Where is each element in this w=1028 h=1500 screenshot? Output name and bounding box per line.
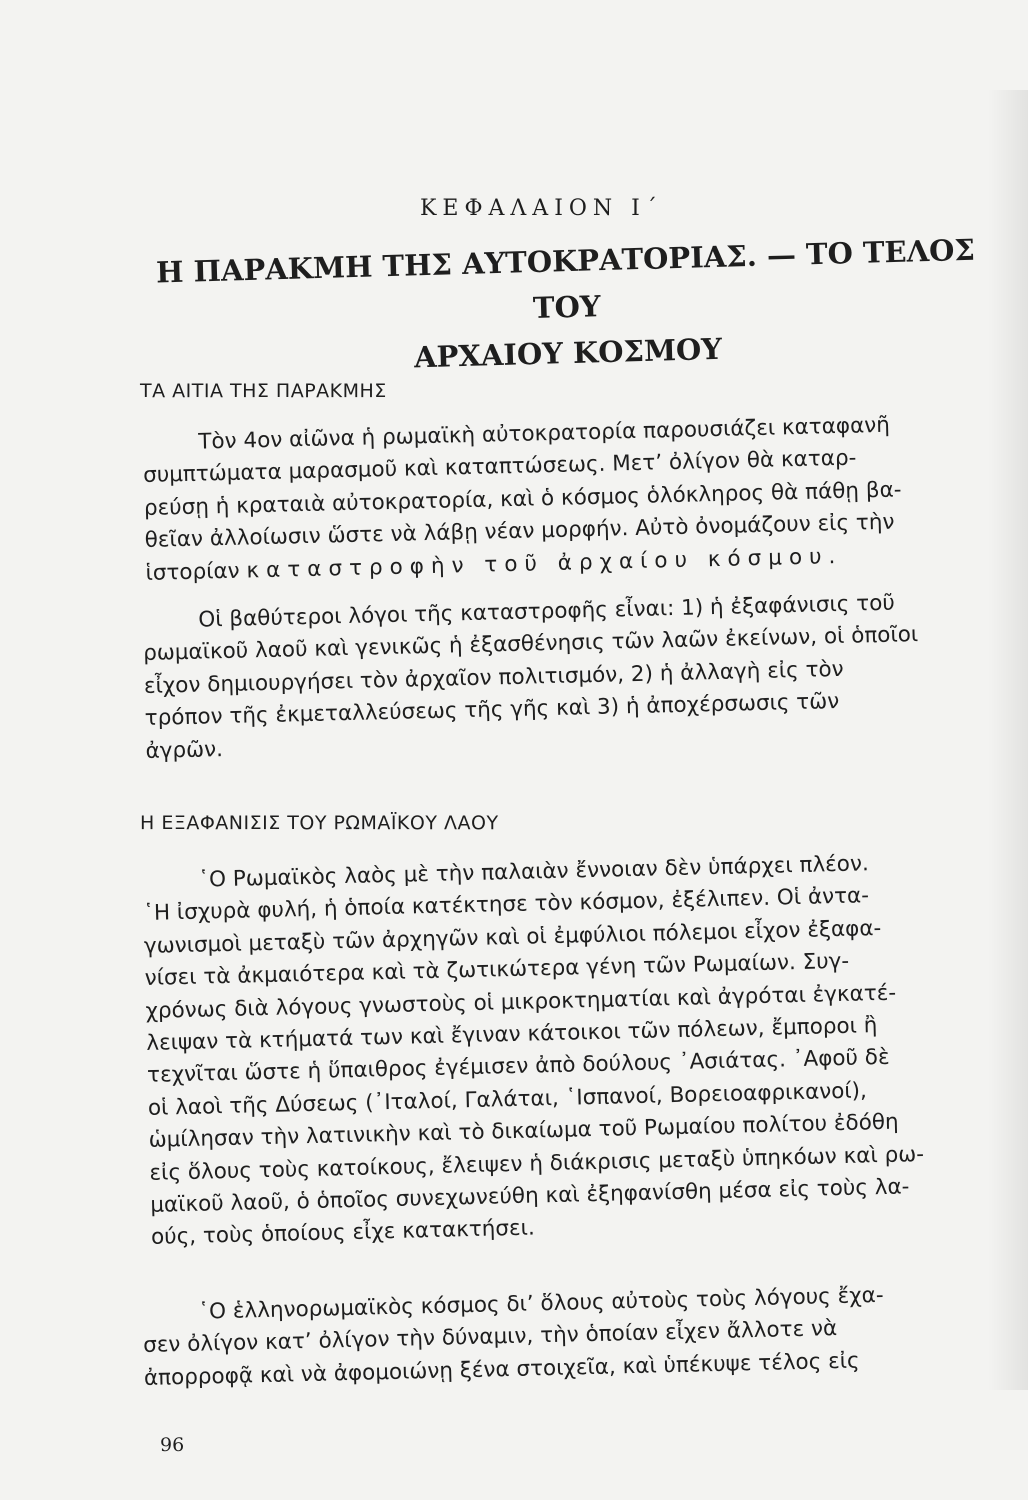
chapter-title-line-2: ΑΡΧΑΙΟΥ ΚΟΣΜΟΥ — [413, 331, 723, 375]
text-line: τεχνῖται ὥστε ἡ ὕπαιθρος ἐγέμισεν ἀπὸ δούλους ᾿Ασιάτας. ᾿Αφοῦ δὲ — [146, 1045, 890, 1089]
emphasized-phrase: καταστροφὴν τοῦ ἀρχαίου κόσμου. — [246, 543, 843, 584]
text-line: εἰς ὅλους τοὺς κατοίκους, ἔλειψεν ἡ διάκρισις μεταξὺ ὑπηκόων καὶ ρω- — [149, 1141, 925, 1186]
paragraph-disappearance-1 — [142, 845, 1001, 1255]
text-line: συμπτώματα μαρασμοῦ καὶ καταπτώσεως. Μετ’ ὀλίγον θὰ καταρ- — [142, 445, 857, 489]
text-line: εἶχον δημιουργήσει τὸν ἀρχαῖον πολιτισμόν, 2) ἡ ἀλλαγὴ εἰς τὸν — [143, 656, 844, 699]
text-line: ούς, τοὺς ὁποίους εἶχε κατακτήσει. — [150, 1215, 536, 1251]
text-line: γωνισμοὶ μεταξὺ τῶν ἀρχηγῶν καὶ οἱ ἐμφύλιοι πόλεμοι εἶχον ἐξαφα- — [143, 915, 882, 959]
paragraph-causes-1 — [142, 407, 996, 590]
text-line: Τὸν 4ον αἰῶνα ἡ ρωμαϊκὴ αὐτοκρατορία παρουσιάζει καταφανῆ — [198, 412, 891, 455]
text-line: θεῖαν ἀλλοίωσιν ὥστε νὰ λάβῃ νέαν μορφήν. Αὐτὸ ὀνομάζουν εἰς τὴν — [144, 509, 895, 554]
text-line: ῾Η ἰσχυρὰ φυλή, ἡ ὁποία κατέκτησε τὸν κόσμον, ἐξέλιπεν. Οἱ ἀντα- — [142, 883, 870, 927]
paragraph-disappearance-2 — [142, 1277, 994, 1395]
text-line: τρόπον τῆς ἐκμεταλλεύσεως τῆς γῆς καὶ 3) ἡ ἀποχέρσωσις τῶν — [144, 689, 840, 732]
text-line: ῾Ο Ρωμαϊκὸς λαὸς μὲ τὴν παλαιὰν ἔννοιαν δὲν ὑπάρχει πλέον. — [198, 851, 870, 893]
text-line: ἀγρῶν. — [145, 736, 224, 764]
text-line: ὡμίλησαν τὴν λατινικὴν καὶ τὸ δικαίωμα τοῦ Ρωμαίου πολίτου ἐδόθη — [148, 1109, 899, 1154]
text-line: χρόνως διὰ λόγους γνωστοὺς οἱ μικροκτηματίαι καὶ ἀγρόται ἐγκατέ- — [145, 980, 897, 1024]
chapter-label: ΚΕΦΑΛΑΙΟΝ Ι΄ — [420, 196, 663, 221]
text-line: ῾Ο ἑλληνορωμαϊκὸς κόσμος δι’ ὅλους αὐτοὺς τοὺς λόγους ἔχα- — [198, 1282, 884, 1325]
chapter-title-line-1: Η ΠΑΡΑΚΜΗ ΤΗΣ ΑΥΤΟΚΡΑΤΟΡΙΑΣ. — ΤΟ ΤΕΛΟΣ ΤΟΥ — [155, 232, 976, 326]
chapter-title — [140, 226, 994, 388]
text-fragment: ἱστορίαν — [145, 558, 240, 586]
page-number: 96 — [160, 1434, 185, 1456]
text-line: νίσει τὰ ἀκμαιότερα καὶ τὰ ζωτικώτερα γένη τῶν Ρωμαίων. Συγ- — [144, 948, 850, 992]
section-heading-disappearance: Η ΕΞΑΦΑΝΙΣΙΣ ΤΟΥ ΡΩΜΑΪΚΟΥ ΛΑΟΥ — [140, 812, 499, 834]
section-heading-causes: ΤΑ ΑΙΤΙΑ ΤΗΣ ΠΑΡΑΚΜΗΣ — [140, 380, 387, 402]
paragraph-causes-2 — [142, 585, 996, 768]
text-line: λειψαν τὰ κτήματά των καὶ ἔγιναν κάτοικοι τῶν πόλεων, ἔμποροι ἢ — [146, 1013, 878, 1056]
text-line: οἱ λαοὶ τῆς Δύσεως (᾿Ιταλοί, Γαλάται, ῾Ισπανοί, Βορειοαφρικανοί), — [147, 1078, 868, 1121]
text-line: μαϊκοῦ λαοῦ, ὁ ὁποῖος συνεχωνεύθη καὶ ἐξηφανίσθη μέσα εἰς τοὺς λα- — [149, 1174, 910, 1218]
text-line: ρεύσῃ ἡ κραταιὰ αὐτοκρατορία, καὶ ὁ κόσμος ὁλόκληρος θὰ πάθῃ βα- — [143, 477, 902, 521]
text-line: σεν ὀλίγον κατ’ ὀλίγον τὴν δύναμιν, τὴν ὁποίαν εἶχεν ἄλλοτε νὰ — [142, 1316, 838, 1359]
text-line: ρωμαϊκοῦ λαοῦ καὶ γενικῶς ἡ ἐξασθένησις τῶν λαῶν ἐκείνων, οἱ ὁποῖοι — [142, 622, 919, 667]
text-line: Οἱ βαθύτεροι λόγοι τῆς καταστροφῆς εἶναι: 1) ἡ ἐξαφάνισις τοῦ — [198, 590, 896, 633]
text-line: ἀπορροφᾷ καὶ νὰ ἀφομοιώνῃ ξένα στοιχεῖα, καὶ ὑπέκυψε τέλος εἰς — [143, 1348, 860, 1391]
